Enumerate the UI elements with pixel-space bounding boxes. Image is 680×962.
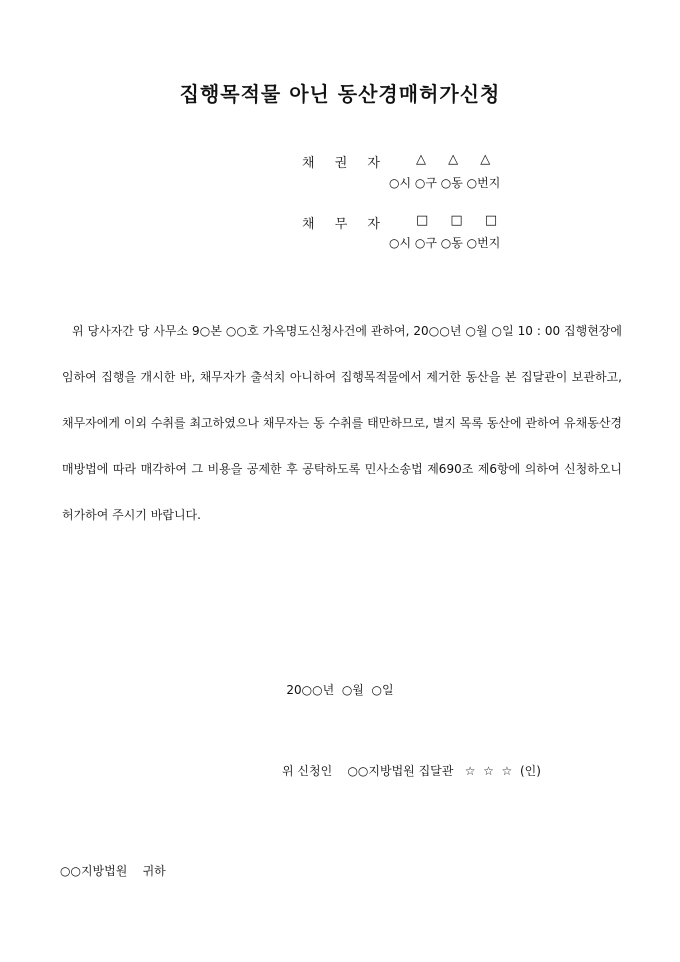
addressee-court: ○○지방법원 귀하 — [60, 864, 166, 878]
application-date: 20○○년 ○월 ○일 — [286, 683, 394, 697]
applicant-signature: 위 신청인 ○○지방법원 집달관 ☆ ☆ ☆ (인) — [282, 764, 541, 778]
document-title: 집행목적물 아닌 동산경매허가신청 — [179, 82, 501, 106]
creditor-address: ○시 ○구 ○동 ○번지 — [389, 176, 501, 190]
creditor-label: 채 권 자 — [302, 156, 380, 171]
application-body: 위 당사자간 당 사무소 9○본 ○○호 가옥명도신청사건에 관하여, 20○○년 ○월 ○일 10 : 00 집행현장에 임하여 집행을 개시한 바, 채무자가 출석치 아니하여 집행목적물에서 제거한 동산을 본 집달관이 보관하고, 채무자에게 이외 수취를 최고하였으나 채무자는 동 수취를 태만하므로, 별지 목록 동산에 관하여 유채동산경매방법에 따라 매각하여 그 비용을 공제한 후 공탁하도록 민사소송법 제690조 제6항에 의하여 신청하오니 허가하여 주시기 바랍니다. — [62, 324, 622, 522]
debtor-label: 채 무 자 — [302, 217, 380, 232]
debtor-address: ○시 ○구 ○동 ○번지 — [389, 236, 501, 250]
debtor-name: □ □ □ — [416, 213, 498, 228]
creditor-name: △ △ △ — [416, 152, 491, 167]
